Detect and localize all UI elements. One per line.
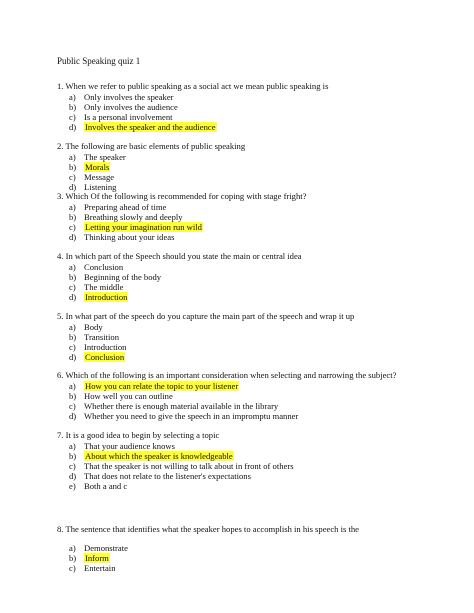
option-letter: a) (69, 92, 76, 102)
option-letter: c) (69, 112, 76, 122)
question-text: 6. Which of the following is an important consideration when selecting and narrowing the subject? (57, 370, 397, 380)
option-letter: c) (69, 401, 76, 411)
option-text: Whether there is enough material available in the library (84, 401, 279, 411)
option-text: Both a and c (84, 481, 128, 491)
option-5-2 (69, 332, 437, 342)
option-7-2 (69, 451, 437, 461)
option-6-3 (69, 401, 437, 411)
option-text: Listening (84, 182, 117, 192)
highlighted-answer: Conclusion (85, 352, 125, 362)
option-letter: a) (69, 381, 76, 391)
option-letter: c) (69, 282, 76, 292)
option-7-5 (69, 481, 437, 491)
question-text: 4. In which part of the Speech should you state the main or central idea (57, 251, 302, 261)
question-5 (57, 311, 437, 362)
option-letter: b) (69, 272, 77, 282)
option-6-1 (69, 381, 437, 391)
option-text: Only involves the speaker (84, 92, 174, 102)
option-text: Preparing ahead of time (84, 202, 167, 212)
question-8 (57, 524, 437, 573)
option-letter: b) (69, 212, 77, 222)
option-text: Beginning of the body (84, 272, 162, 282)
option-letter: a) (69, 543, 76, 553)
document-title: Public Speaking quiz 1 (57, 56, 141, 66)
option-1-4 (69, 122, 437, 132)
option-1-2 (69, 102, 437, 112)
question-2 (57, 141, 437, 192)
option-text: Demonstrate (84, 543, 128, 553)
highlighted-answer: Introduction (85, 292, 128, 302)
option-8-2 (69, 553, 437, 563)
question-text: 7. It is a good idea to begin by selecting a topic (57, 430, 220, 440)
question-text: 8. The sentence that identifies what the speaker hopes to accomplish in his speech is the (57, 524, 359, 534)
option-letter: c) (69, 172, 76, 182)
option-2-2 (69, 162, 437, 172)
option-letter: b) (69, 553, 77, 563)
question-text: 1. When we refer to public speaking as a social act we mean public speaking is (57, 81, 329, 91)
option-letter: b) (69, 451, 77, 461)
option-letter: a) (69, 322, 76, 332)
option-text: Breathing slowly and deeply (84, 212, 183, 222)
question-3 (57, 191, 437, 242)
option-4-4 (69, 292, 437, 302)
option-4-1 (69, 262, 437, 272)
option-8-3 (69, 563, 437, 573)
option-6-2 (69, 391, 437, 401)
option-6-4 (69, 411, 437, 421)
option-text: Transition (84, 332, 120, 342)
option-letter: d) (69, 352, 77, 362)
highlighted-answer: How you can relate the topic to your listener (85, 381, 239, 391)
option-text: How well you can outline (84, 391, 173, 401)
option-letter: b) (69, 332, 77, 342)
option-letter: a) (69, 262, 76, 272)
option-8-1 (69, 543, 437, 553)
option-text: Entertain (84, 563, 116, 573)
option-text: Is a personal involvement (84, 112, 173, 122)
option-text: Only involves the audience (84, 102, 178, 112)
option-text: Thinking about your ideas (84, 232, 175, 242)
option-text: That the speaker is not willing to talk about in front of others (84, 461, 294, 471)
option-2-3 (69, 172, 437, 182)
option-letter: b) (69, 391, 77, 401)
option-letter: d) (69, 232, 77, 242)
option-7-1 (69, 441, 437, 451)
highlighted-answer: Morals (85, 162, 110, 172)
option-3-4 (69, 232, 437, 242)
question-6 (57, 370, 437, 421)
question-text: 5. In what part of the speech do you capture the main part of the speech and wrap it up (57, 311, 355, 321)
option-7-3 (69, 461, 437, 471)
option-text: Body (84, 322, 103, 332)
question-text: 3. Which Of the following is recommended for coping with stage fright? (57, 191, 307, 201)
highlighted-answer: About which the speaker is knowledgeable (85, 451, 233, 461)
option-text: Message (84, 172, 115, 182)
option-text: The speaker (84, 152, 126, 162)
option-1-3 (69, 112, 437, 122)
option-letter: d) (69, 122, 77, 132)
option-7-4 (69, 471, 437, 481)
option-letter: d) (69, 411, 77, 421)
option-letter: a) (69, 202, 76, 212)
option-4-3 (69, 282, 437, 292)
highlighted-answer: Involves the speaker and the audience (85, 122, 216, 132)
option-letter: c) (69, 461, 76, 471)
question-text: 2. The following are basic elements of public speaking (57, 141, 246, 151)
option-5-4 (69, 352, 437, 362)
option-4-2 (69, 272, 437, 282)
option-3-3 (69, 222, 437, 232)
option-letter: e) (69, 481, 76, 491)
option-5-1 (69, 322, 437, 332)
option-letter: d) (69, 182, 77, 192)
option-text: That does not relate to the listener's expectations (84, 471, 251, 481)
option-5-3 (69, 342, 437, 352)
option-letter: c) (69, 342, 76, 352)
option-letter: a) (69, 152, 76, 162)
option-letter: b) (69, 102, 77, 112)
option-text: Introduction (84, 342, 127, 352)
option-letter: d) (69, 471, 77, 481)
question-4 (57, 251, 437, 302)
option-3-1 (69, 202, 437, 212)
option-text: Conclusion (84, 262, 124, 272)
option-letter: a) (69, 441, 76, 451)
option-letter: c) (69, 222, 76, 232)
option-text: The middle (84, 282, 124, 292)
highlighted-answer: Letting your imagination run wild (85, 222, 202, 232)
option-3-2 (69, 212, 437, 222)
option-2-1 (69, 152, 437, 162)
question-7 (57, 430, 437, 491)
option-1-1 (69, 92, 437, 102)
option-letter: b) (69, 162, 77, 172)
question-1 (57, 81, 437, 132)
option-letter: c) (69, 563, 76, 573)
option-letter: d) (69, 292, 77, 302)
option-text: Whether you need to give the speech in an impromptu manner (84, 411, 299, 421)
option-text: That your audience knows (84, 441, 175, 451)
highlighted-answer: Inform (85, 553, 109, 563)
